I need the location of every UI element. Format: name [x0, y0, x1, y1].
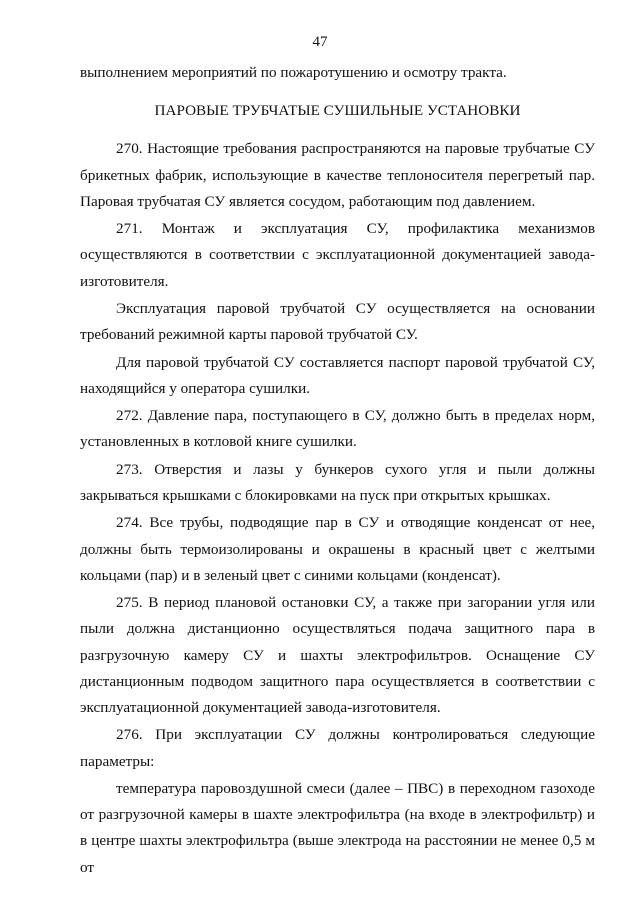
- page-number: 47: [312, 34, 328, 50]
- section-heading: ПАРОВЫЕ ТРУБЧАТЫЕ СУШИЛЬНЫЕ УСТАНОВКИ: [154, 102, 521, 120]
- document-body: [80, 60, 595, 881]
- paragraph-temperature: температура паровоздушной смеси (далее – ПВС) в переходном газоходе от разгрузочной камеры в шахте электрофильтра (на входе в электрофильтр) и в центре шахты электрофильтра (выше электрода на расстоянии не менее 0,5 м от: [80, 779, 595, 876]
- paragraph-271: 271. Монтаж и эксплуатация СУ, профилактика механизмов осуществляются в соответствии с эксплуатационной документацией завода-изготовителя.: [80, 220, 595, 290]
- paragraph-passport: Для паровой трубчатой СУ составляется паспорт паровой трубчатой СУ, находящийся у оператора сушилки.: [80, 353, 595, 397]
- paragraph-276: 276. При эксплуатации СУ должны контролироваться следующие параметры:: [80, 726, 595, 770]
- paragraph-operation: Эксплуатация паровой трубчатой СУ осуществляется на основании требований режимной карты паровой трубчатой СУ.: [80, 300, 595, 344]
- paragraph-275: 275. В период плановой остановки СУ, а также при загорании угля или пыли должна дистанционно осуществляться подача защитного пара в разгрузочную камеру СУ и шахты электрофильтров. Оснащение СУ дистанционным подводом защитного пара осуществляется в соответствии с эксплуатационной документацией завода-изготовителя.: [80, 594, 595, 716]
- paragraph-continuation: выполнением мероприятий по пожаротушению и осмотру тракта.: [80, 64, 507, 81]
- paragraph-272: 272. Давление пара, поступающего в СУ, должно быть в пределах норм, установленных в котловой книге сушилки.: [80, 407, 595, 451]
- paragraph-273: 273. Отверстия и лазы у бункеров сухого угля и пыли должны закрываться крышками с блокировками на пуск при открытых крышках.: [80, 460, 595, 504]
- paragraph-270: 270. Настоящие требования распространяются на паровые трубчатые СУ брикетных фабрик, использующие в качестве теплоносителя перегретый пар. Паровая трубчатая СУ является сосудом, работающим под давлением.: [80, 140, 595, 210]
- paragraph-274: 274. Все трубы, подводящие пар в СУ и отводящие конденсат от нее, должны быть термоизолированы и окрашены в красный цвет с желтыми кольцами (пар) и в зеленый цвет с синими кольцами (конденсат).: [80, 514, 595, 584]
